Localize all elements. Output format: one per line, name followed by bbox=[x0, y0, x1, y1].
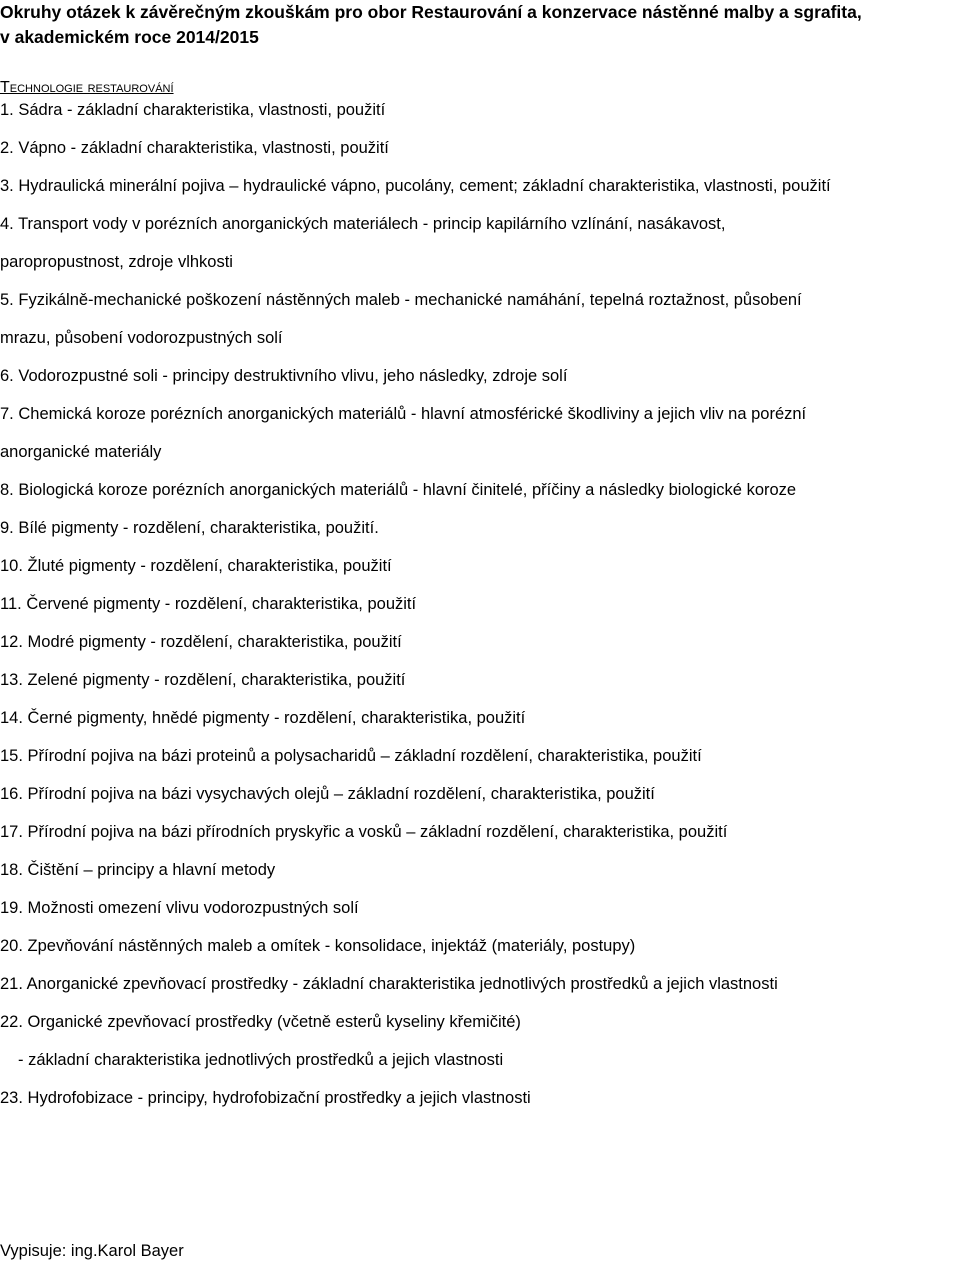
list-item-text: Přírodní pojiva na bázi přírodních pryskyřic a vosků – základní rozdělení, charakteristika, použití bbox=[27, 823, 728, 841]
list-item-continuation: mrazu, působení vodorozpustných solí bbox=[0, 329, 283, 347]
list-item-text: Žluté pigmenty - rozdělení, charakteristika, použití bbox=[27, 557, 392, 575]
question-list bbox=[0, 91, 958, 1117]
list-item-text: Vápno - základní charakteristika, vlastnosti, použití bbox=[18, 139, 389, 157]
list-item-number: 20. bbox=[0, 937, 23, 955]
title-line-1: Okruhy otázek k závěrečným zkouškám pro obor Restaurování a konzervace nástěnné malby a sgrafita, bbox=[0, 2, 862, 22]
list-item bbox=[0, 851, 958, 889]
list-item-number: 22. bbox=[0, 1013, 23, 1031]
list-item bbox=[0, 129, 958, 167]
list-item-number: 13. bbox=[0, 671, 23, 689]
list-item bbox=[0, 1003, 958, 1041]
list-item-number: 19. bbox=[0, 899, 23, 917]
list-item-number: 17. bbox=[0, 823, 23, 841]
list-item-text: Anorganické zpevňovací prostředky - základní charakteristika jednotlivých prostředků a jejich vlastnosti bbox=[26, 975, 778, 993]
list-item bbox=[0, 965, 958, 1003]
list-item-number: 8. bbox=[0, 481, 14, 499]
list-item-number: 2. bbox=[0, 139, 14, 157]
list-item-number: 9. bbox=[0, 519, 14, 537]
list-item bbox=[0, 1079, 958, 1117]
list-item bbox=[0, 509, 958, 547]
list-item-text: Vodorozpustné soli - principy destruktivního vlivu, jeho následky, zdroje solí bbox=[18, 367, 568, 385]
list-item-text: Možnosti omezení vlivu vodorozpustných solí bbox=[27, 899, 359, 917]
list-item-number: 12. bbox=[0, 633, 23, 651]
document-title bbox=[0, 0, 960, 50]
list-item-text: Fyzikálně-mechanické poškození nástěnných maleb - mechanické namáhání, tepelná roztažnost, působení bbox=[18, 291, 802, 309]
list-item-continuation: anorganické materiály bbox=[0, 443, 162, 461]
list-item-text: Bílé pigmenty - rozdělení, charakteristika, použití. bbox=[18, 519, 379, 537]
list-item-text: Černé pigmenty, hnědé pigmenty - rozdělení, charakteristika, použití bbox=[27, 709, 526, 727]
list-item bbox=[0, 775, 958, 813]
list-item-number: 11. bbox=[0, 595, 22, 613]
list-item-number: 10. bbox=[0, 557, 23, 575]
list-item bbox=[0, 281, 958, 319]
footer-author: Vypisuje: ing.Karol Bayer bbox=[0, 1242, 184, 1260]
list-item bbox=[0, 889, 958, 927]
list-item bbox=[0, 357, 958, 395]
list-item-text: Přírodní pojiva na bázi proteinů a polysacharidů – základní rozdělení, charakteristika, použití bbox=[27, 747, 702, 765]
list-item-text: Hydrofobizace - principy, hydrofobizační prostředky a jejich vlastnosti bbox=[27, 1089, 531, 1107]
list-item-text: Chemická koroze porézních anorganických materiálů - hlavní atmosférické škodliviny a jejich vliv na porézní bbox=[18, 405, 807, 423]
list-item-text: Přírodní pojiva na bázi vysychavých olejů – základní rozdělení, charakteristika, použití bbox=[27, 785, 655, 803]
list-item-number: 16. bbox=[0, 785, 23, 803]
list-item bbox=[0, 699, 958, 737]
list-item-subline: - základní charakteristika jednotlivých prostředků a jejich vlastnosti bbox=[18, 1051, 504, 1069]
list-item bbox=[0, 205, 958, 243]
list-item-number: 5. bbox=[0, 291, 14, 309]
title-line-2: v akademickém roce 2014/2015 bbox=[0, 27, 259, 47]
list-item-text: Modré pigmenty - rozdělení, charakteristika, použití bbox=[27, 633, 402, 651]
list-item-text: Čištění – principy a hlavní metody bbox=[27, 861, 276, 879]
list-item-number: 23. bbox=[0, 1089, 23, 1107]
list-item-text: Hydraulická minerální pojiva – hydraulické vápno, pucolány, cement; základní charakteristika, vlastnosti, použití bbox=[18, 177, 831, 195]
list-item-continuation: paropropustnost, zdroje vlhkosti bbox=[0, 253, 233, 271]
list-item bbox=[0, 471, 958, 509]
list-item-text: Zelené pigmenty - rozdělení, charakteristika, použití bbox=[27, 671, 406, 689]
list-item bbox=[0, 91, 958, 129]
list-item-text: Organické zpevňovací prostředky (včetně esterů kyseliny křemičité) bbox=[27, 1013, 521, 1031]
list-item bbox=[0, 661, 958, 699]
list-item-number: 14. bbox=[0, 709, 23, 727]
list-item bbox=[0, 737, 958, 775]
list-item bbox=[0, 167, 958, 205]
list-item-number: 6. bbox=[0, 367, 14, 385]
list-item-text: Zpevňování nástěnných maleb a omítek - konsolidace, injektáž (materiály, postupy) bbox=[27, 937, 636, 955]
list-item-text: Červené pigmenty - rozdělení, charakteristika, použití bbox=[26, 595, 417, 613]
list-item bbox=[0, 395, 958, 433]
list-item-number: 3. bbox=[0, 177, 14, 195]
list-item-number: 21. bbox=[0, 975, 23, 993]
section-heading: Technologie restaurování bbox=[0, 79, 174, 96]
list-item-number: 18. bbox=[0, 861, 23, 879]
list-item-number: 15. bbox=[0, 747, 23, 765]
list-item-number: 7. bbox=[0, 405, 14, 423]
list-item bbox=[0, 623, 958, 661]
list-item bbox=[0, 585, 958, 623]
list-item bbox=[0, 547, 958, 585]
list-item-text: Transport vody v porézních anorganických materiálech - princip kapilárního vzlínání, nasákavost, bbox=[18, 215, 726, 233]
list-item-number: 4. bbox=[0, 215, 14, 233]
list-item-text: Sádra - základní charakteristika, vlastnosti, použití bbox=[18, 101, 386, 119]
list-item bbox=[0, 927, 958, 965]
list-item-number: 1. bbox=[0, 101, 14, 119]
list-item-text: Biologická koroze porézních anorganických materiálů - hlavní činitelé, příčiny a následky biologické koroze bbox=[18, 481, 797, 499]
list-item bbox=[0, 813, 958, 851]
